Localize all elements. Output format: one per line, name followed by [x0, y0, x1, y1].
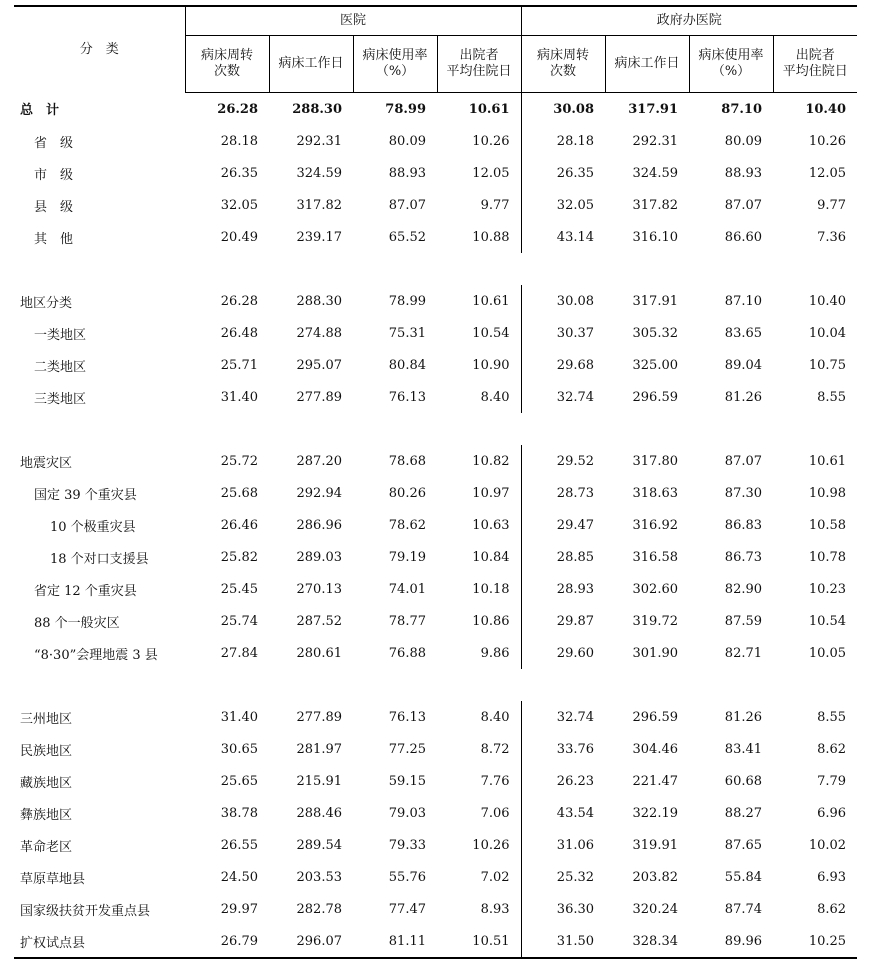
- table-cell: 82.90: [724, 581, 763, 597]
- table-cell: 25.72: [220, 453, 258, 469]
- table-cell: 87.07: [388, 197, 426, 213]
- table-cell: 277.89: [296, 389, 342, 405]
- table-cell: 32.74: [521, 701, 605, 733]
- table-cell: 20.49: [220, 229, 258, 245]
- spacer-row: [14, 253, 857, 285]
- row-label: 10 个极重灾县: [50, 519, 136, 535]
- row-label: 藏族地区: [20, 775, 73, 791]
- table-cell: 10.75: [808, 357, 847, 373]
- table-cell: 87.10: [724, 293, 763, 309]
- row-label: 县 级: [34, 199, 74, 215]
- row-label: 国定 39 个重灾县: [34, 487, 137, 503]
- table-row: [14, 541, 857, 573]
- table-row: [14, 797, 857, 829]
- table-cell: 87.30: [724, 485, 763, 501]
- table-cell: 88.93: [388, 165, 426, 181]
- table-cell: 86.60: [724, 229, 763, 245]
- table-cell: 316.58: [632, 549, 679, 565]
- table-cell: 31.40: [220, 389, 258, 405]
- table-cell: 25.45: [220, 581, 258, 597]
- table-cell: 292.94: [296, 485, 342, 501]
- group-header-hospital: 医院: [185, 6, 521, 36]
- table-row: [14, 349, 857, 381]
- table-cell: 81.11: [388, 933, 426, 949]
- table-row: [14, 573, 857, 605]
- table-cell: 221.47: [632, 773, 679, 789]
- table-cell: 55.76: [388, 869, 426, 885]
- table-cell: 26.55: [220, 837, 258, 853]
- table-cell: 10.61: [468, 101, 510, 117]
- table-cell: 29.87: [521, 605, 605, 637]
- table-cell: 38.78: [220, 805, 258, 821]
- table-cell: 10.54: [472, 325, 510, 341]
- table-cell: 10.78: [808, 549, 847, 565]
- table-row: [14, 221, 857, 253]
- gov-hospital-workdays-header: 病床工作日: [605, 36, 689, 93]
- table-cell: 318.63: [632, 485, 679, 501]
- hospital-avg-stay-header: 出院者 平均住院日: [437, 36, 521, 93]
- table-cell: 6.93: [817, 869, 847, 885]
- table-cell: 8.72: [480, 741, 510, 757]
- table-cell: 203.53: [296, 869, 342, 885]
- table-cell: 29.68: [521, 349, 605, 381]
- table-cell: 10.88: [472, 229, 510, 245]
- table-cell: 10.97: [472, 485, 510, 501]
- table-cell: 87.59: [724, 613, 763, 629]
- table-cell: 88.27: [724, 805, 763, 821]
- table-cell: 79.19: [388, 549, 426, 565]
- table-cell: 215.91: [296, 773, 342, 789]
- table-cell: 76.13: [388, 389, 426, 405]
- table-cell: 325.00: [632, 357, 679, 373]
- table-cell: 317.91: [632, 293, 679, 309]
- row-label: 民族地区: [20, 743, 73, 759]
- table-cell: 32.05: [220, 197, 258, 213]
- row-label: 总 计: [20, 103, 60, 119]
- row-label: 三州地区: [20, 711, 73, 727]
- table-cell: 26.48: [220, 325, 258, 341]
- table-cell: 10.18: [472, 581, 510, 597]
- table-cell: 29.52: [521, 445, 605, 477]
- table-cell: 8.62: [817, 901, 847, 917]
- table-cell: 9.77: [817, 197, 847, 213]
- table-cell: 32.05: [521, 189, 605, 221]
- hospital-bed-statistics-table: [14, 5, 857, 959]
- spacer-row: [14, 669, 857, 701]
- table-cell: 89.04: [724, 357, 763, 373]
- table-cell: 10.26: [472, 837, 510, 853]
- gov-hospital-usage-rate-header: 病床使用率 （%）: [689, 36, 773, 93]
- row-label: 彝族地区: [20, 807, 73, 823]
- table-cell: 25.32: [521, 861, 605, 893]
- table-cell: 302.60: [632, 581, 679, 597]
- hospital-usage-rate-header: 病床使用率 （%）: [353, 36, 437, 93]
- table-cell: 78.99: [388, 293, 426, 309]
- table-cell: 28.73: [521, 477, 605, 509]
- table-cell: 78.62: [388, 517, 426, 533]
- table-cell: 78.68: [388, 453, 426, 469]
- table-cell: 30.08: [521, 285, 605, 317]
- table-cell: 7.02: [480, 869, 510, 885]
- table-cell: 10.58: [808, 517, 847, 533]
- table-cell: 8.55: [817, 709, 847, 725]
- table-cell: 10.40: [805, 101, 847, 117]
- table-cell: 12.05: [808, 165, 847, 181]
- table-cell: 26.28: [220, 293, 258, 309]
- table-cell: 10.51: [472, 933, 510, 949]
- table-cell: 9.77: [480, 197, 510, 213]
- table-cell: 8.40: [480, 709, 510, 725]
- table-cell: 317.82: [632, 197, 679, 213]
- table-cell: 274.88: [296, 325, 342, 341]
- table-cell: 24.50: [220, 869, 258, 885]
- table-cell: 81.26: [724, 709, 763, 725]
- row-label: 市 级: [34, 167, 74, 183]
- table-cell: 10.63: [472, 517, 510, 533]
- table-cell: 6.96: [817, 805, 847, 821]
- table-cell: 30.65: [220, 741, 258, 757]
- table-cell: 324.59: [296, 165, 342, 181]
- table-cell: 7.36: [817, 229, 847, 245]
- table-row: [14, 285, 857, 317]
- table-cell: 25.74: [220, 613, 258, 629]
- table-cell: 317.91: [628, 101, 679, 117]
- row-label: 地区分类: [20, 295, 73, 311]
- table-row: [14, 605, 857, 637]
- row-label: 88 个一般灾区: [34, 615, 120, 631]
- table-cell: 29.97: [220, 901, 258, 917]
- table-row: [14, 829, 857, 861]
- table-cell: 10.82: [472, 453, 510, 469]
- table-row: [14, 893, 857, 925]
- table-cell: 26.79: [220, 933, 258, 949]
- table-cell: 78.99: [385, 101, 426, 117]
- table-cell: 31.50: [521, 925, 605, 958]
- row-label: 草原草地县: [20, 871, 86, 887]
- table-cell: 25.65: [220, 773, 258, 789]
- row-label: 国家级扶贫开发重点县: [20, 903, 151, 919]
- table-cell: 81.26: [724, 389, 763, 405]
- table-row: [14, 765, 857, 797]
- table-cell: 86.83: [724, 517, 763, 533]
- table-cell: 36.30: [521, 893, 605, 925]
- table-row: [14, 637, 857, 669]
- table-cell: 10.25: [808, 933, 847, 949]
- row-label: 革命老区: [20, 839, 73, 855]
- table-cell: 25.82: [220, 549, 258, 565]
- table-cell: 304.46: [632, 741, 679, 757]
- table-cell: 319.72: [632, 613, 679, 629]
- row-label: “8·30”会理地震 3 县: [34, 647, 158, 663]
- gov-hospital-turnover-header: 病床周转 次数: [521, 36, 605, 93]
- table-cell: 83.65: [724, 325, 763, 341]
- table-cell: 317.80: [632, 453, 679, 469]
- table-cell: 79.33: [388, 837, 426, 853]
- table-cell: 78.77: [388, 613, 426, 629]
- table-cell: 10.26: [472, 133, 510, 149]
- table-cell: 27.84: [220, 645, 258, 661]
- table-cell: 316.10: [632, 229, 679, 245]
- row-label: 省定 12 个重灾县: [34, 583, 137, 599]
- table-cell: 10.02: [808, 837, 847, 853]
- table-cell: 10.04: [808, 325, 847, 341]
- table-cell: 292.31: [296, 133, 342, 149]
- table-cell: 320.24: [632, 901, 679, 917]
- table-cell: 9.86: [480, 645, 510, 661]
- table-row: [14, 157, 857, 189]
- table-cell: 203.82: [632, 869, 679, 885]
- table-cell: 319.91: [632, 837, 679, 853]
- spacer-row: [14, 413, 857, 445]
- table-cell: 289.03: [296, 549, 342, 565]
- table-cell: 60.68: [724, 773, 763, 789]
- table-cell: 239.17: [296, 229, 342, 245]
- table-cell: 10.61: [808, 453, 847, 469]
- row-label: 二类地区: [34, 359, 87, 375]
- table-cell: 288.46: [296, 805, 342, 821]
- table-cell: 87.07: [724, 197, 763, 213]
- table-cell: 10.54: [808, 613, 847, 629]
- table-cell: 292.31: [632, 133, 679, 149]
- table-row: [14, 381, 857, 413]
- table-row: [14, 861, 857, 893]
- table-cell: 28.93: [521, 573, 605, 605]
- table-cell: 286.96: [296, 517, 342, 533]
- table-cell: 80.09: [724, 133, 763, 149]
- table-cell: 74.01: [388, 581, 426, 597]
- row-label: 地震灾区: [20, 455, 73, 471]
- table-cell: 10.23: [808, 581, 847, 597]
- table-cell: 288.30: [296, 293, 342, 309]
- table-cell: 32.74: [521, 381, 605, 413]
- table-cell: 30.08: [521, 93, 605, 126]
- table-cell: 289.54: [296, 837, 342, 853]
- table-row: [14, 701, 857, 733]
- table-cell: 87.74: [724, 901, 763, 917]
- table-cell: 7.06: [480, 805, 510, 821]
- hospital-turnover-header: 病床周转 次数: [185, 36, 269, 93]
- table-row: [14, 317, 857, 349]
- table-cell: 87.65: [724, 837, 763, 853]
- table-cell: 77.47: [388, 901, 426, 917]
- table-cell: 26.23: [521, 765, 605, 797]
- table-cell: 80.84: [388, 357, 426, 373]
- table-cell: 277.89: [296, 709, 342, 725]
- table-cell: 26.46: [220, 517, 258, 533]
- table-cell: 26.35: [521, 157, 605, 189]
- table-cell: 317.82: [296, 197, 342, 213]
- row-label: 省 级: [34, 135, 74, 151]
- table-cell: 65.52: [388, 229, 426, 245]
- hospital-workdays-header: 病床工作日: [269, 36, 353, 93]
- table-cell: 10.26: [808, 133, 847, 149]
- table-cell: 55.84: [724, 869, 763, 885]
- table-cell: 80.09: [388, 133, 426, 149]
- row-label: 一类地区: [34, 327, 87, 343]
- table-row: [14, 925, 857, 958]
- table-cell: 33.76: [521, 733, 605, 765]
- table-cell: 7.76: [480, 773, 510, 789]
- table-cell: 80.26: [388, 485, 426, 501]
- table-cell: 87.07: [724, 453, 763, 469]
- table-cell: 270.13: [296, 581, 342, 597]
- table-cell: 322.19: [632, 805, 679, 821]
- table-cell: 12.05: [472, 165, 510, 181]
- table-cell: 31.06: [521, 829, 605, 861]
- table-cell: 83.41: [724, 741, 763, 757]
- table-cell: 31.40: [220, 709, 258, 725]
- table-cell: 10.40: [808, 293, 847, 309]
- table-cell: 10.61: [472, 293, 510, 309]
- category-header: 分 类: [79, 41, 119, 57]
- table-cell: 82.71: [724, 645, 763, 661]
- table-row: [14, 477, 857, 509]
- table-row: [14, 445, 857, 477]
- table-row: [14, 509, 857, 541]
- table-row: [14, 93, 857, 126]
- group-header-gov-hospital: 政府办医院: [521, 6, 857, 36]
- table-cell: 281.97: [296, 741, 342, 757]
- gov-hospital-avg-stay-header: 出院者 平均住院日: [773, 36, 857, 93]
- table-cell: 30.37: [521, 317, 605, 349]
- table-cell: 87.10: [721, 101, 763, 117]
- table-cell: 29.60: [521, 637, 605, 669]
- table-cell: 26.35: [220, 165, 258, 181]
- row-label: 三类地区: [34, 391, 87, 407]
- table-cell: 288.30: [292, 101, 342, 117]
- table-cell: 59.15: [388, 773, 426, 789]
- table-cell: 8.93: [480, 901, 510, 917]
- table-cell: 316.92: [632, 517, 679, 533]
- table-row: [14, 189, 857, 221]
- table-cell: 25.71: [220, 357, 258, 373]
- table-cell: 7.79: [817, 773, 847, 789]
- table-cell: 10.98: [808, 485, 847, 501]
- table-cell: 26.28: [217, 101, 258, 117]
- table-cell: 10.86: [472, 613, 510, 629]
- table-cell: 282.78: [296, 901, 342, 917]
- table-cell: 75.31: [388, 325, 426, 341]
- row-label: 扩权试点县: [20, 935, 86, 951]
- table-cell: 301.90: [632, 645, 679, 661]
- table-cell: 77.25: [388, 741, 426, 757]
- table-cell: 296.59: [632, 389, 679, 405]
- table-cell: 76.13: [388, 709, 426, 725]
- row-label: 其 他: [34, 231, 74, 247]
- table-cell: 287.20: [296, 453, 342, 469]
- table-cell: 43.14: [521, 221, 605, 253]
- table-cell: 295.07: [296, 357, 342, 373]
- table-cell: 305.32: [632, 325, 679, 341]
- table-row: [14, 733, 857, 765]
- table-cell: 28.85: [521, 541, 605, 573]
- table-cell: 25.68: [220, 485, 258, 501]
- row-label: 18 个对口支援县: [50, 551, 149, 567]
- table-cell: 287.52: [296, 613, 342, 629]
- table-cell: 29.47: [521, 509, 605, 541]
- table-cell: 8.40: [480, 389, 510, 405]
- table-cell: 8.55: [817, 389, 847, 405]
- table-cell: 88.93: [724, 165, 763, 181]
- table-cell: 280.61: [296, 645, 342, 661]
- table-cell: 79.03: [388, 805, 426, 821]
- table-cell: 328.34: [632, 933, 679, 949]
- table-row: [14, 125, 857, 157]
- table-cell: 10.05: [808, 645, 847, 661]
- table-cell: 8.62: [817, 741, 847, 757]
- table-cell: 296.59: [632, 709, 679, 725]
- table-cell: 86.73: [724, 549, 763, 565]
- table-cell: 89.96: [724, 933, 763, 949]
- table-cell: 10.90: [472, 357, 510, 373]
- table-cell: 43.54: [521, 797, 605, 829]
- table-cell: 296.07: [296, 933, 342, 949]
- table-cell: 28.18: [521, 125, 605, 157]
- table-cell: 10.84: [472, 549, 510, 565]
- table-cell: 324.59: [632, 165, 679, 181]
- table-cell: 76.88: [388, 645, 426, 661]
- table-cell: 28.18: [220, 133, 258, 149]
